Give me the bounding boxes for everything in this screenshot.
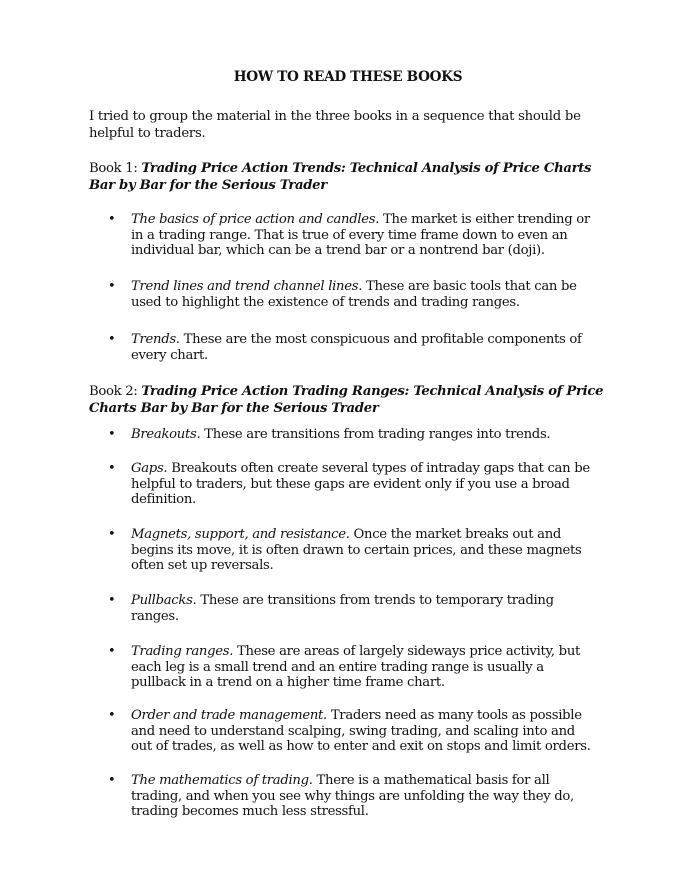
list-item-lead: Breakouts. xyxy=(131,427,201,442)
bullet-icon: • xyxy=(108,593,116,608)
list-item-lead: The mathematics of trading. xyxy=(131,773,313,788)
list-item-body: Once the market breaks out and begins its move, it is often drawn to certain prices, and these magnets often set up reversals. xyxy=(131,527,582,573)
list-item-text xyxy=(131,708,598,755)
list-item-text xyxy=(131,461,598,508)
list-item-body: These are transitions from trading ranges into trends. xyxy=(200,427,551,442)
list-item-body: Traders need as many tools as possible and need to understand scalping, swing trading, and scaling into and out of trades, as well as how to enter and exit on stops and limit orders. xyxy=(131,708,591,754)
list-item xyxy=(108,644,598,691)
list-item-lead: Pullbacks. xyxy=(131,593,197,608)
list-item-lead: Gaps. xyxy=(131,461,168,476)
list-item-lead: The basics of price action and candles. xyxy=(131,212,380,227)
list-item-body: Breakouts often create several types of intraday gaps that can be helpful to traders, but these gaps are evident only if you use a broad definition. xyxy=(131,461,590,507)
list-item xyxy=(108,461,598,508)
bullet-icon: • xyxy=(108,644,116,659)
book-2-title: Trading Price Action Trading Ranges: Technical Analysis of Price Charts Bar by Bar for the Serious Trader xyxy=(89,384,604,416)
list-item-text xyxy=(131,279,598,310)
list-item-lead: Trend lines and trend channel lines. xyxy=(131,279,363,294)
intro-paragraph: I tried to group the material in the three books in a sequence that should be helpful to traders. xyxy=(89,109,581,141)
list-item xyxy=(108,773,598,820)
book-1-title: Trading Price Action Trends: Technical Analysis of Price Charts Bar by Bar for the Serious Trader xyxy=(89,161,592,193)
list-item xyxy=(108,279,598,310)
list-item xyxy=(108,593,598,624)
bullet-icon: • xyxy=(108,527,116,542)
list-item-text xyxy=(131,212,598,259)
page-title: HOW TO READ THESE BOOKS xyxy=(233,69,463,85)
list-item xyxy=(108,332,598,363)
bullet-icon: • xyxy=(108,773,116,788)
list-item-body: These are areas of largely sideways price activity, but each leg is a small trend and an entire trading range is usually a pullback in a trend on a higher time frame chart. xyxy=(131,644,581,690)
list-item-body: These are the most conspicuous and profitable components of every chart. xyxy=(131,332,582,363)
book-1-heading xyxy=(89,160,614,194)
book-2-prefix: Book 2: xyxy=(89,384,142,399)
list-item-lead: Trends. xyxy=(131,332,180,347)
bullet-icon: • xyxy=(108,332,116,347)
list-item xyxy=(108,708,598,755)
list-item-text xyxy=(131,644,598,691)
list-item xyxy=(108,212,598,259)
list-item-text xyxy=(131,773,598,820)
book-1-prefix: Book 1: xyxy=(89,161,142,176)
list-item-body: These are transitions from trends to temporary trading ranges. xyxy=(131,593,554,624)
list-item-text xyxy=(131,593,598,624)
list-item-body: These are basic tools that can be used to highlight the existence of trends and trading ranges. xyxy=(131,279,577,310)
list-item-lead: Order and trade management. xyxy=(131,708,327,723)
book-2-heading xyxy=(89,383,614,417)
list-item-text xyxy=(131,427,598,443)
list-item-lead: Trading ranges. xyxy=(131,644,234,659)
list-item-text xyxy=(131,527,598,574)
bullet-icon: • xyxy=(108,427,116,442)
bullet-icon: • xyxy=(108,212,116,227)
bullet-icon: • xyxy=(108,279,116,294)
list-item xyxy=(108,527,598,574)
list-item xyxy=(108,427,598,443)
list-item-body: There is a mathematical basis for all trading, and when you see why things are unfolding the way they do, trading becomes much less stressful. xyxy=(131,773,574,819)
list-item-lead: Magnets, support, and resistance. xyxy=(131,527,350,542)
list-item-text xyxy=(131,332,598,363)
list-item-body: The market is either trending or in a trading range. That is true of every time frame down to even an individual bar, which can be a trend bar or a nontrend bar (doji). xyxy=(131,212,590,258)
bullet-icon: • xyxy=(108,461,116,476)
bullet-icon: • xyxy=(108,708,116,723)
